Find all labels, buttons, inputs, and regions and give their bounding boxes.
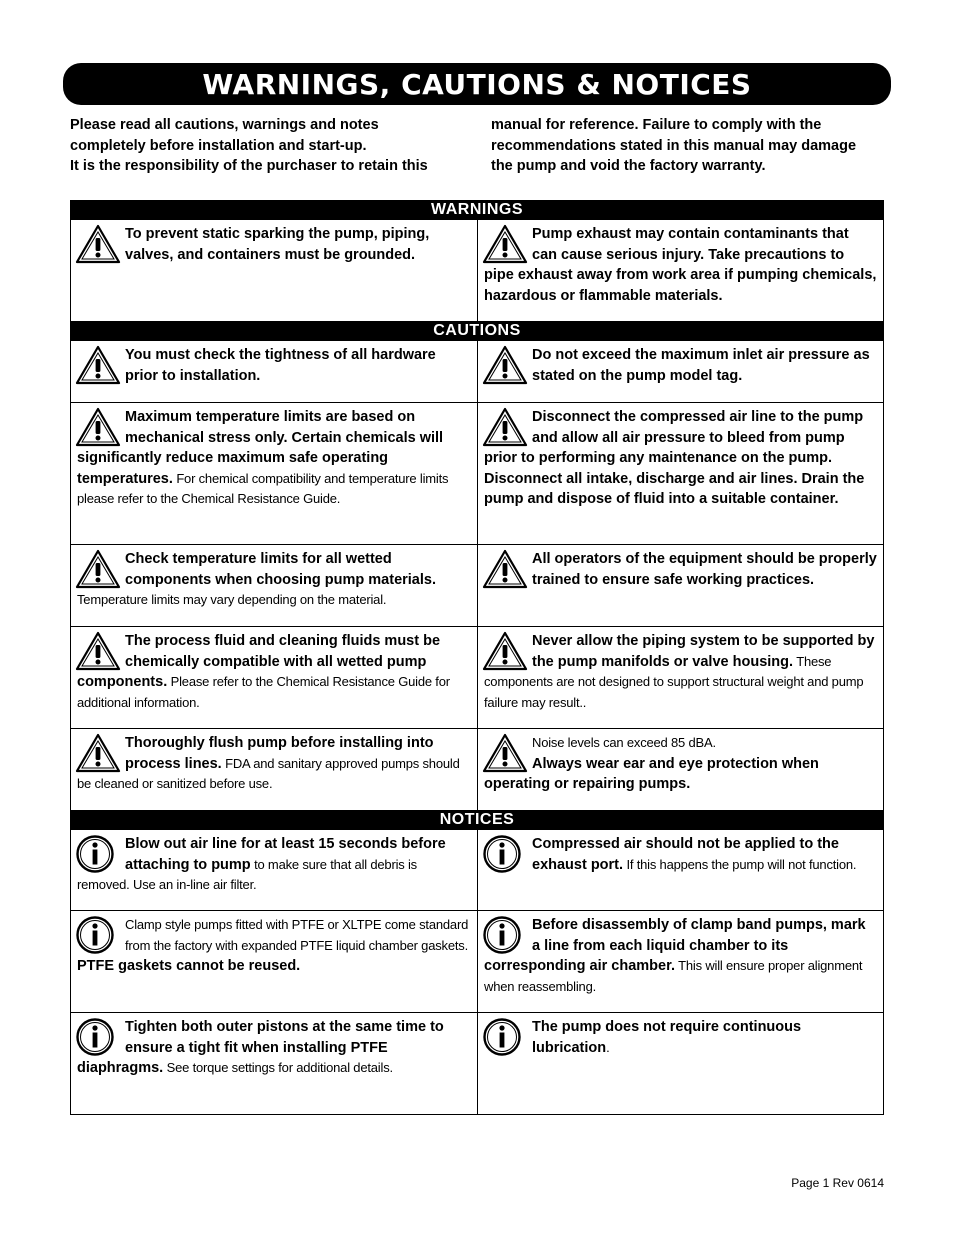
caution-cell: [477, 403, 883, 544]
title-banner: [63, 63, 891, 105]
intro-line: the pump and void the factory warranty.: [491, 158, 766, 174]
intro-line: Please read all cautions, warnings and notes: [70, 117, 379, 133]
warning-triangle-icon: [482, 407, 528, 447]
caution-row: [71, 544, 883, 626]
cautions-section: [71, 341, 883, 810]
warning-triangle-icon: [482, 549, 528, 589]
bold-text: Never allow the piping system to be supported by the pump manifolds or valve housing.: [532, 633, 875, 670]
intro-line: completely before installation and start-up.: [70, 137, 367, 154]
intro-line: It is the responsibility of the purchaser to retain this: [70, 158, 428, 174]
notice-row: [71, 1012, 883, 1114]
bold-text: You must check the tightness of all hardware prior to installation.: [125, 347, 436, 384]
intro-left: [70, 115, 470, 177]
warning-triangle-icon: [75, 224, 121, 264]
detail-text: to make sure that all debris is removed. Use an in-line air filter.: [77, 856, 417, 892]
caution-cell: [477, 627, 883, 728]
warnings-header: WARNINGS: [71, 200, 883, 220]
warning-triangle-icon: [75, 407, 121, 447]
caution-cell: [71, 545, 477, 626]
info-icon: [482, 1017, 528, 1057]
bold-text: Compressed air should not be applied to the exhaust port.: [532, 836, 839, 873]
notice-row: [71, 830, 883, 910]
warning-triangle-icon: [75, 345, 121, 385]
page-footer: Page 1 Rev 0614: [791, 1176, 884, 1190]
bold-text: PTFE gaskets cannot be reused.: [77, 958, 301, 974]
notice-row: [71, 910, 883, 1012]
detail-text: For chemical compatibility and temperature limits please refer to the Chemical Resistance Guide.: [77, 470, 449, 506]
caution-cell: [71, 341, 477, 402]
safety-table: [70, 200, 884, 1115]
warning-triangle-icon: [482, 733, 528, 773]
bold-text: Do not exceed the maximum inlet air pressure as stated on the pump model tag.: [532, 347, 870, 384]
notice-cell: [71, 1013, 477, 1114]
caution-cell: [477, 341, 883, 402]
warning-triangle-icon: [482, 345, 528, 385]
warning-cell: [71, 220, 477, 321]
warning-triangle-icon: [482, 631, 528, 671]
bold-text: The pump does not require continuous lubrication: [532, 1019, 802, 1056]
bold-text: Check temperature limits for all wetted components when choosing pump materials.: [125, 551, 436, 588]
detail-text: FDA and sanitary approved pumps should be cleaned or sanitized before use.: [77, 755, 460, 791]
note-text: Clamp style pumps fitted with PTFE or XLTPE come standard from the factory with expanded PTFE liquid chamber gaskets.: [125, 917, 469, 953]
bold-text: Disconnect the compressed air line to the pump and allow all air pressure to bleed from pump prior to performing any maintenance on the pump. Disconnect all intake, discharge and air lines. Drain the pump and dispose of fluid into a suitable container.: [484, 409, 865, 507]
cautions-header: CAUTIONS: [71, 321, 883, 341]
caution-cell: [477, 729, 883, 810]
bold-text: Before disassembly of clamp band pumps, mark a line from each liquid chamber to its corresponding air chamber.: [484, 917, 866, 974]
info-icon: [482, 834, 528, 874]
caution-cell: [477, 545, 883, 626]
warning-triangle-icon: [482, 224, 528, 264]
caution-row: [71, 626, 883, 728]
warnings-section: [71, 220, 883, 321]
detail-text: This will ensure proper alignment when reassembling.: [484, 958, 863, 994]
bold-text: To prevent static sparking the pump, piping, valves, and containers must be grounded.: [125, 226, 430, 263]
caution-row: [71, 402, 883, 544]
note-text: Noise levels can exceed 85 dBA.: [532, 735, 716, 750]
notice-cell: [477, 830, 883, 910]
detail-text: If this happens the pump will not function.: [623, 856, 857, 872]
caution-cell: [71, 403, 477, 544]
detail-text: These components are not designed to support structural weight and pump failure may result..: [484, 653, 864, 710]
info-icon: [482, 915, 528, 955]
bold-text: Blow out air line for at least 15 seconds before attaching to pump: [125, 836, 446, 873]
caution-row: [71, 728, 883, 810]
bold-text: Maximum temperature limits are based on mechanical stress only. Certain chemicals will significantly reduce maximum safe operating temperatures.: [77, 409, 444, 487]
notice-cell: [477, 1013, 883, 1114]
intro-right: [491, 115, 891, 177]
page-title: WARNINGS, CAUTIONS & NOTICES: [202, 67, 752, 101]
bold-text: Thoroughly flush pump before installing into process lines.: [125, 735, 434, 772]
detail-text: Please refer to the Chemical Resistance Guide for additional information.: [77, 674, 450, 710]
warning-triangle-icon: [75, 631, 121, 671]
notice-cell: [71, 911, 477, 1012]
warning-triangle-icon: [75, 733, 121, 773]
detail-text: Temperature limits may vary depending on the material.: [77, 592, 387, 607]
bold-text: Tighten both outer pistons at the same time to ensure a tight fit when installing PTFE diaphragms.: [77, 1019, 444, 1076]
info-icon: [75, 915, 121, 955]
notice-cell: [477, 911, 883, 1012]
bold-text: Always wear ear and eye protection when operating or repairing pumps.: [484, 755, 819, 792]
info-icon: [75, 834, 121, 874]
bold-text: Pump exhaust may contain contaminants that can cause serious injury. Take precautions to pipe exhaust away from work area if pumping chemicals, hazardous or flammable materials.: [484, 226, 877, 304]
intro-line: manual for reference. Failure to comply with the: [491, 117, 822, 133]
warning-cell: [477, 220, 883, 321]
notices-section: [71, 830, 883, 1114]
notice-cell: [71, 830, 477, 910]
warning-row: [71, 220, 883, 321]
warning-triangle-icon: [75, 549, 121, 589]
detail-text: .: [606, 1039, 610, 1055]
info-icon: [75, 1017, 121, 1057]
caution-cell: [71, 627, 477, 728]
intro-line: recommendations stated in this manual may damage: [491, 137, 857, 154]
notices-header: NOTICES: [71, 810, 883, 830]
caution-row: [71, 341, 883, 402]
detail-text: See torque settings for additional details.: [163, 1060, 393, 1075]
caution-cell: [71, 729, 477, 810]
bold-text: All operators of the equipment should be properly trained to ensure safe working practices.: [532, 551, 877, 588]
bold-text: The process fluid and cleaning fluids must be chemically compatible with all wetted pump components.: [77, 633, 441, 690]
